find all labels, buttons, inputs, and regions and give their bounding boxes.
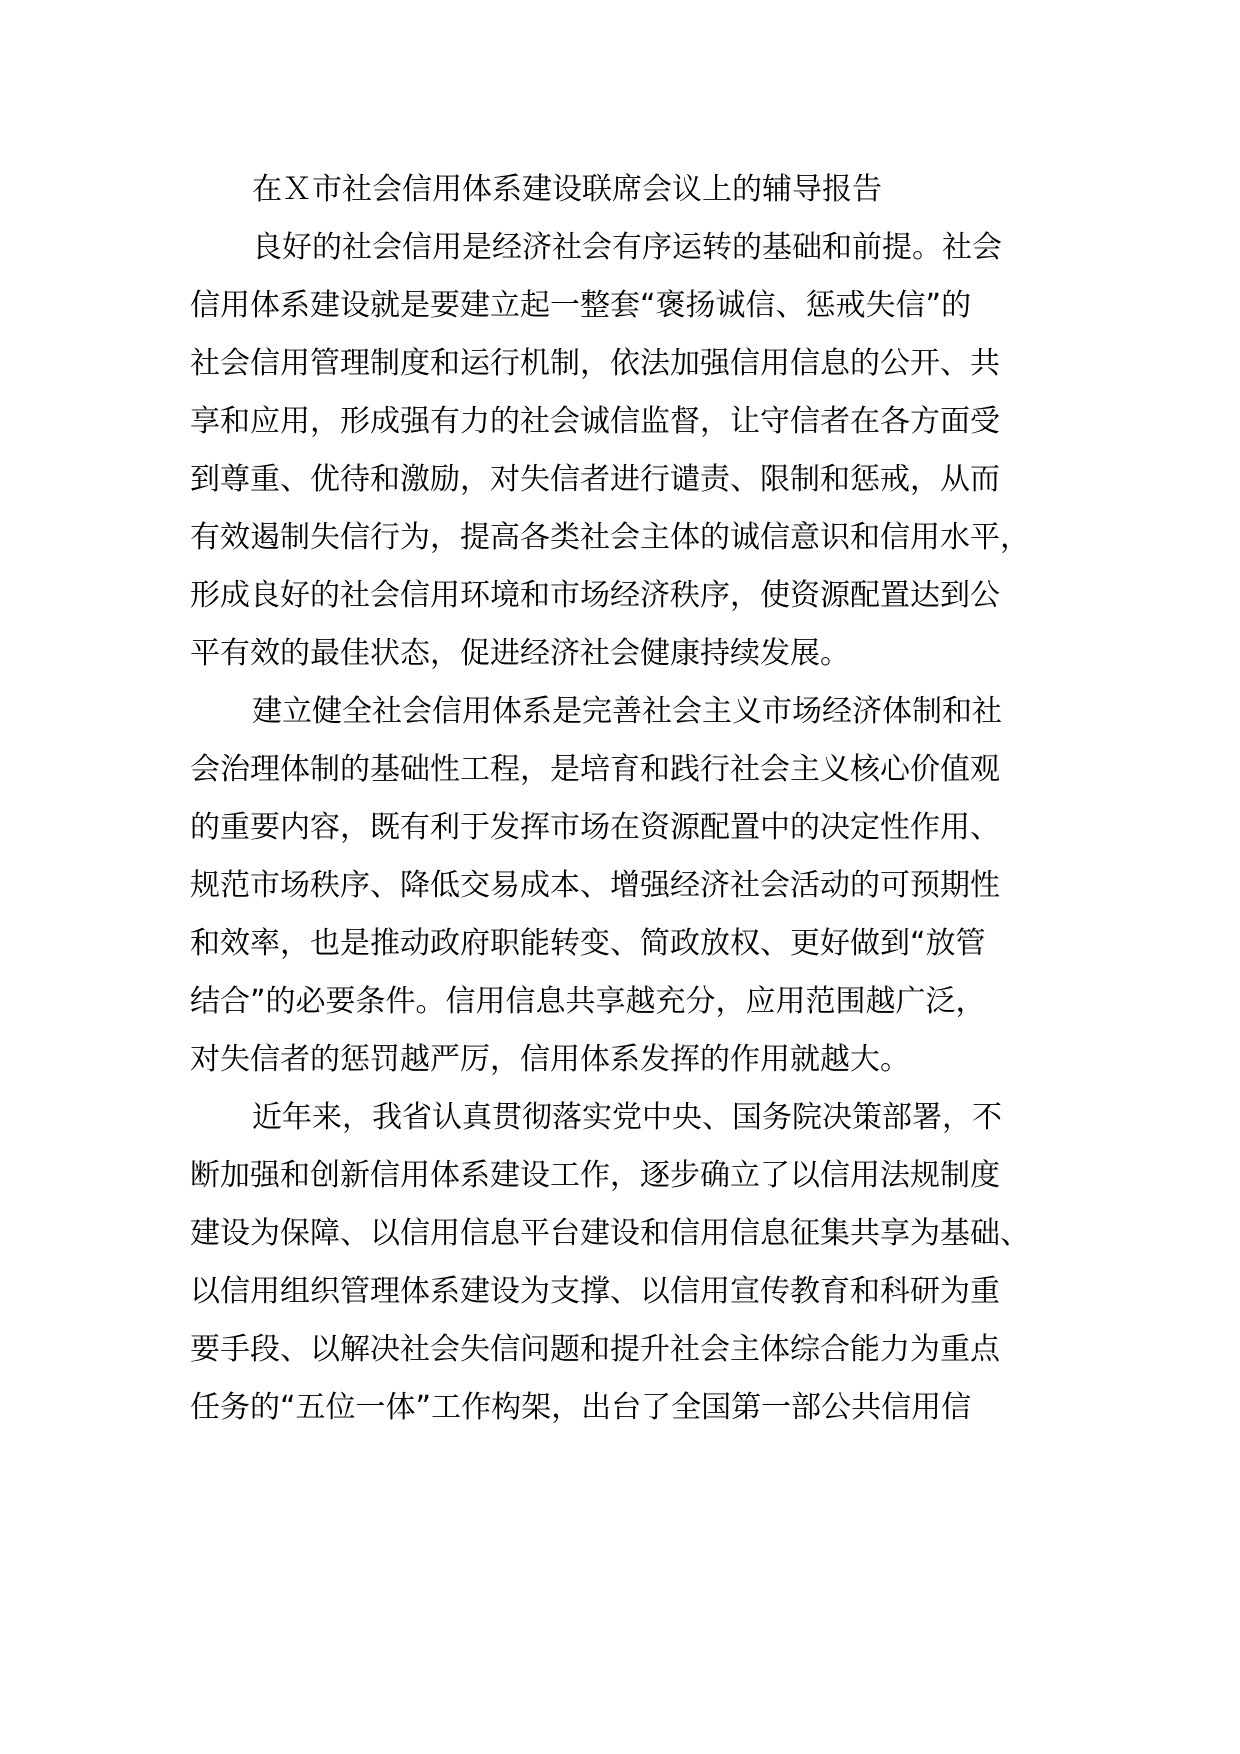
paragraph-3-line-6: 任务的“五位一体”工作构架，出台了全国第一部公共信用信 xyxy=(190,1390,972,1425)
paragraph-2-line-4: 规范市场秩序、降低交易成本、增强经济社会活动的可预期性 xyxy=(190,868,1000,903)
paragraph-1-line-6: 有效遏制失信行为，提高各类社会主体的诚信意识和信用水平， xyxy=(190,520,1030,555)
paragraph-2-line-6: 结合”的必要条件。信用信息共享越充分，应用范围越广泛， xyxy=(190,984,986,1019)
paragraph-1-line-4: 享和应用，形成强有力的社会诚信监督，让守信者在各方面受 xyxy=(190,404,1000,439)
paragraph-2-line-7: 对失信者的惩罚越严厉，信用体系发挥的作用就越大。 xyxy=(190,1042,910,1077)
paragraph-1-line-8: 平有效的最佳状态，促进经济社会健康持续发展。 xyxy=(190,636,850,671)
paragraph-3-line-5: 要手段、以解决社会失信问题和提升社会主体综合能力为重点 xyxy=(190,1332,1000,1367)
paragraph-1-line-7: 形成良好的社会信用环境和市场经济秩序，使资源配置达到公 xyxy=(190,578,1000,613)
paragraph-2-line-3: 的重要内容，既有利于发挥市场在资源配置中的决定性作用、 xyxy=(190,810,1000,845)
paragraph-1-line-2: 信用体系建设就是要建立起一整套“褒扬诚信、惩戒失信”的 xyxy=(190,288,972,323)
paragraph-1-line-1: 良好的社会信用是经济社会有序运转的基础和前提。社会 xyxy=(252,230,1002,265)
paragraph-2-line-5: 和效率，也是推动政府职能转变、简政放权、更好做到“放管 xyxy=(190,926,986,961)
paragraph-2-line-1: 建立健全社会信用体系是完善社会主义市场经济体制和社 xyxy=(252,694,1002,729)
paragraph-2-line-2: 会治理体制的基础性工程，是培育和践行社会主义核心价值观 xyxy=(190,752,1000,787)
paragraph-1-line-5: 到尊重、优待和激励，对失信者进行谴责、限制和惩戒，从而 xyxy=(190,462,1000,497)
paragraph-3-line-3: 建设为保障、以信用信息平台建设和信用信息征集共享为基础、 xyxy=(190,1216,1030,1251)
paragraph-3-line-4: 以信用组织管理体系建设为支撑、以信用宣传教育和科研为重 xyxy=(190,1274,1000,1309)
paragraph-3-line-2: 断加强和创新信用体系建设工作，逐步确立了以信用法规制度 xyxy=(190,1158,1000,1193)
paragraph-3-line-1: 近年来，我省认真贯彻落实党中央、国务院决策部署，不 xyxy=(252,1100,1002,1135)
paragraph-1-line-3: 社会信用管理制度和运行机制，依法加强信用信息的公开、共 xyxy=(190,346,1000,381)
document-title: 在Ｘ市社会信用体系建设联席会议上的辅导报告 xyxy=(252,172,882,207)
